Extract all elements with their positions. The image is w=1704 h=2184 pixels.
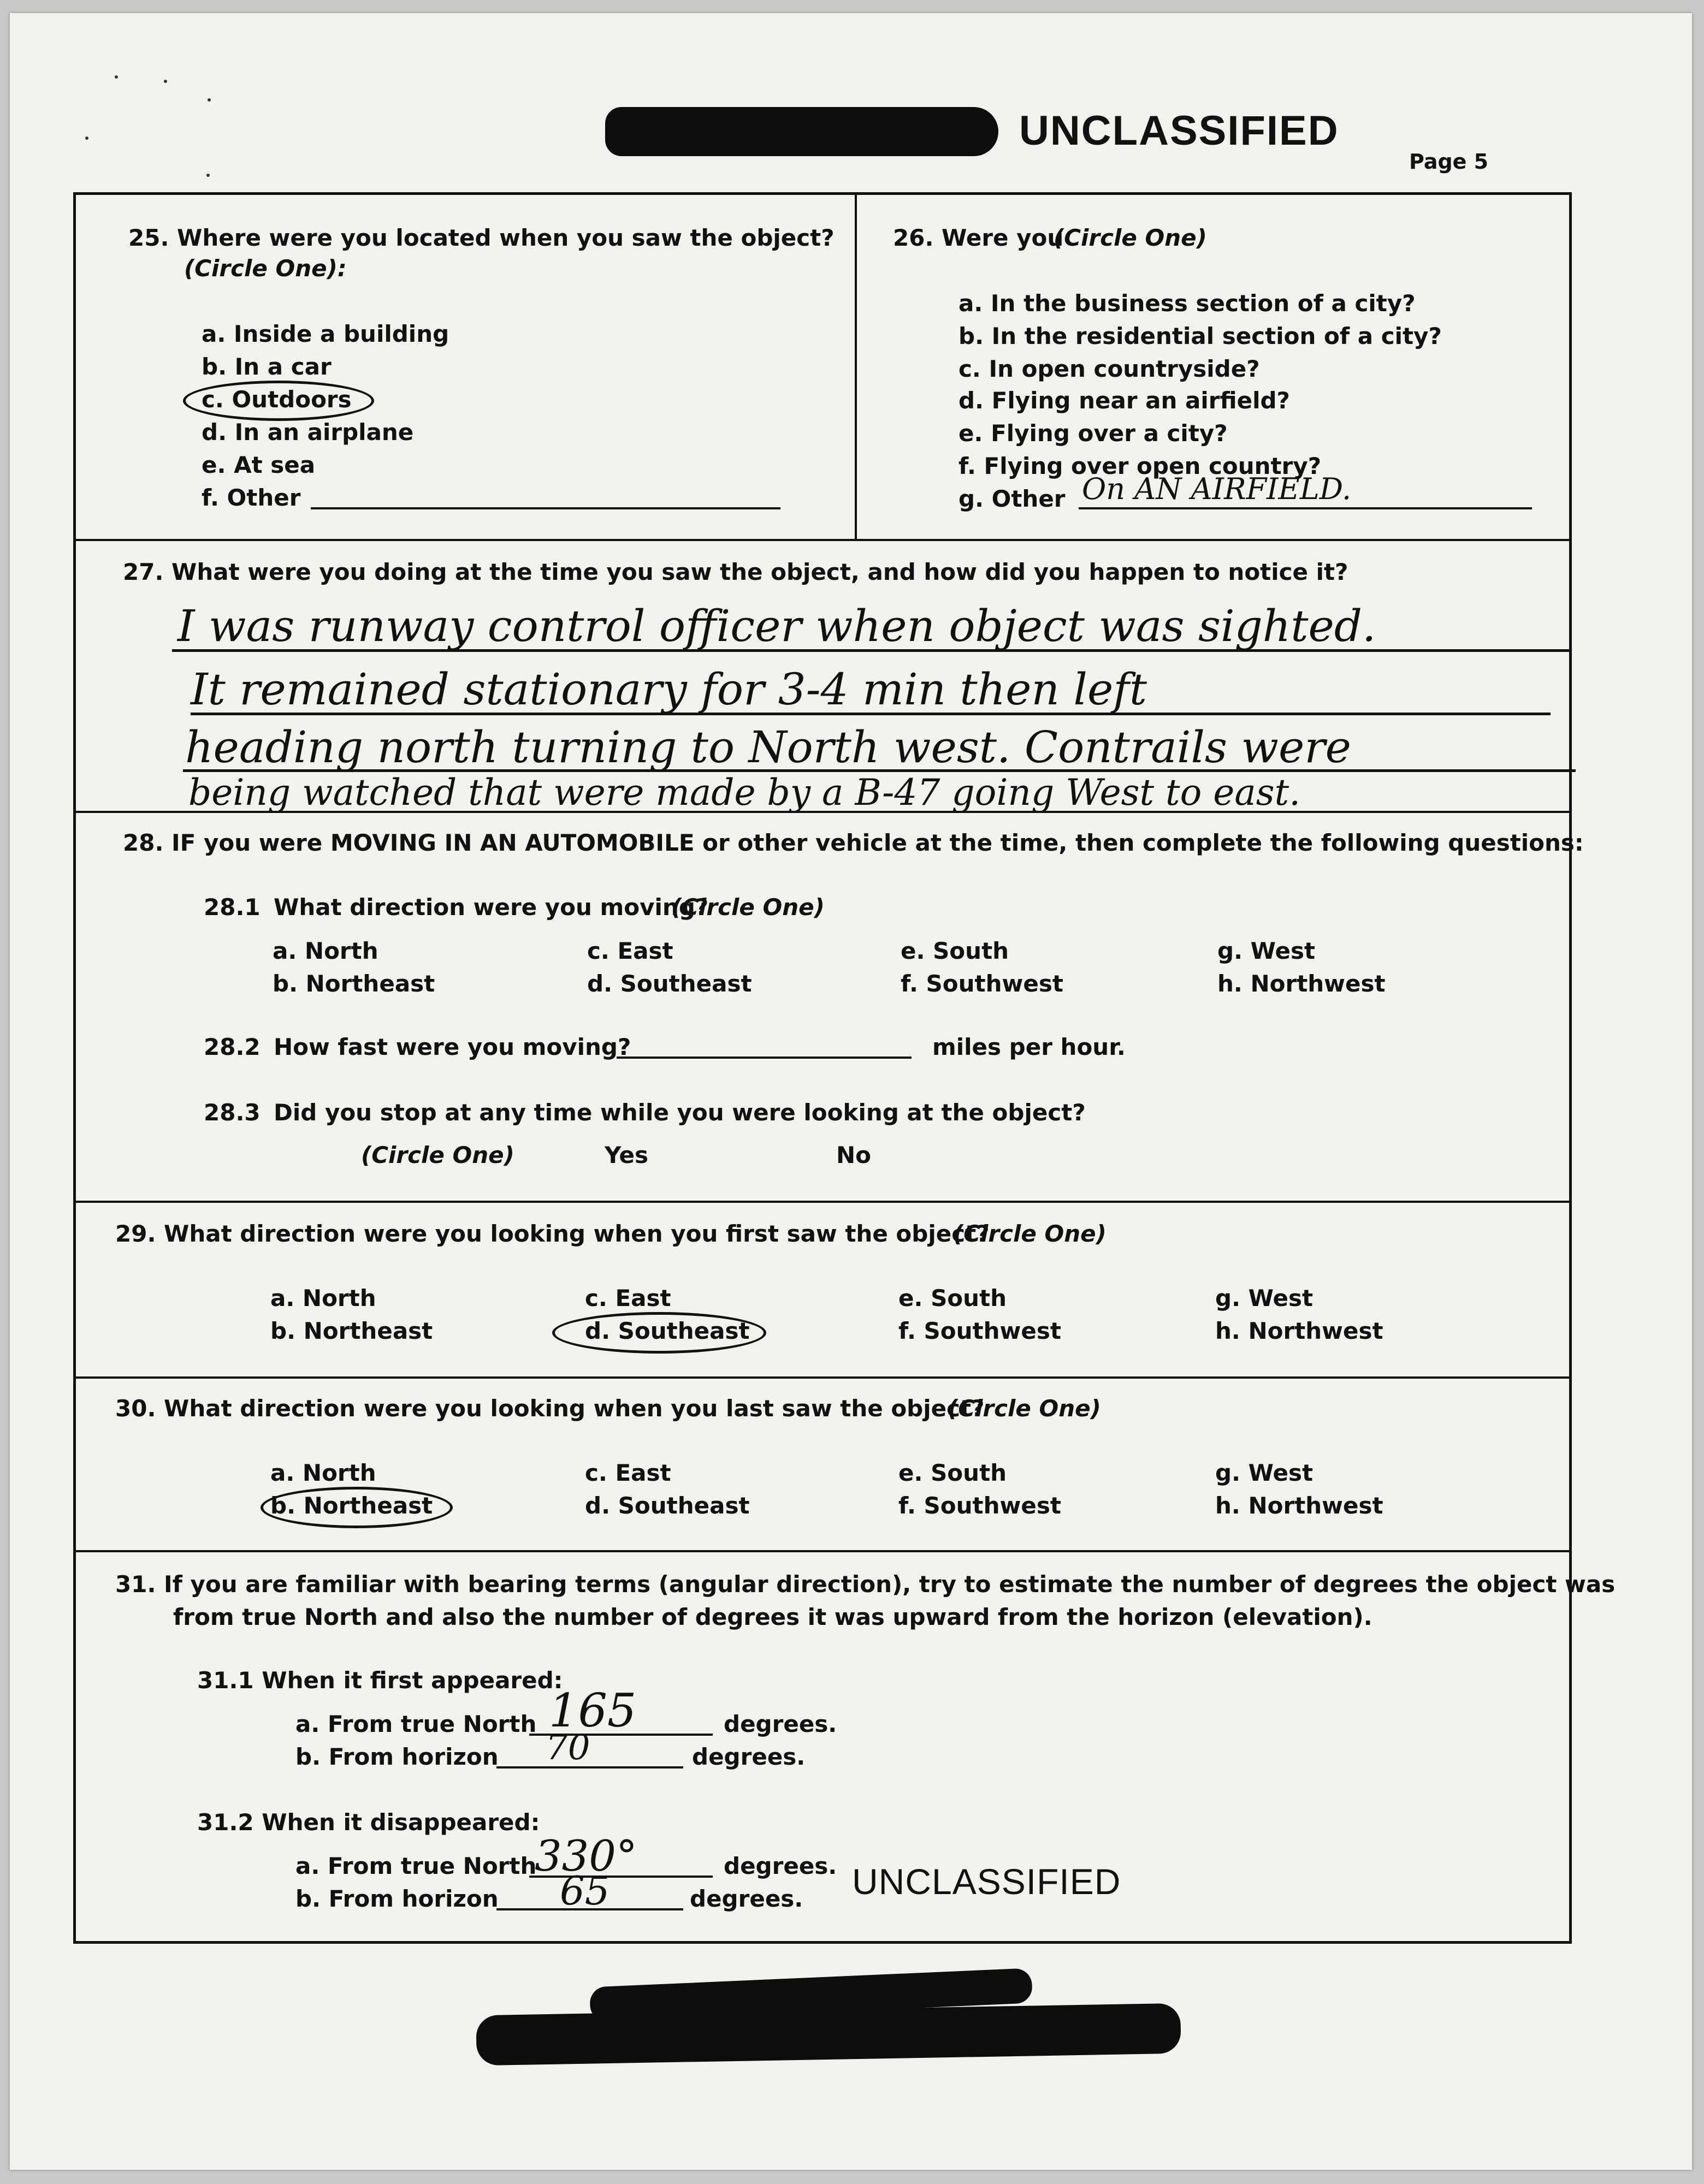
section-divider	[76, 1550, 1569, 1552]
classification-stamp: UNCLASSIFIED	[852, 1861, 1121, 1902]
scan-speck	[85, 136, 88, 140]
q31-1-horizon-value: 70	[546, 1728, 590, 1768]
redaction-bar	[605, 107, 998, 156]
q28-1-option-a[interactable]: a. North	[273, 937, 378, 964]
q26-other-field[interactable]	[1079, 507, 1532, 509]
q28-1-question: What direction were you moving?	[274, 894, 709, 921]
q27-answer-line: heading north turning to North west. Contrails were	[185, 722, 1351, 773]
q31-1-horizon-field[interactable]	[496, 1766, 683, 1768]
q31-1-north-label: a. From true North	[295, 1711, 537, 1737]
q28-1-option-b[interactable]: b. Northeast	[273, 970, 435, 997]
q25-instruction: (Circle One):	[184, 255, 347, 282]
q25-option-a[interactable]: a. Inside a building	[202, 321, 449, 347]
q26-option-e[interactable]: e. Flying over a city?	[958, 420, 1228, 447]
q25-question: 25. Where were you located when you saw the object?	[128, 224, 835, 251]
q30-option-f[interactable]: f. Southwest	[898, 1492, 1061, 1519]
scan-speck	[206, 174, 210, 177]
q30-instruction: (Circle One)	[948, 1395, 1101, 1422]
q29-option-d[interactable]: d. Southeast	[585, 1317, 750, 1344]
q25-other-field[interactable]	[311, 507, 780, 509]
q28-1-number: 28.1	[204, 894, 261, 921]
q31-1-north-value: 165	[549, 1684, 637, 1737]
q30-answer-circle	[261, 1487, 453, 1528]
q27-answer-line: I was runway control officer when object was sighted.	[177, 601, 1376, 651]
q29-option-a[interactable]: a. North	[270, 1285, 376, 1311]
q30-option-g[interactable]: g. West	[1215, 1459, 1313, 1486]
q30-question: 30. What direction were you looking when you last saw the object?	[115, 1395, 985, 1422]
q31-2-north-unit: degrees.	[724, 1853, 837, 1879]
q31-1-horizon-unit: degrees.	[692, 1743, 806, 1770]
q30-option-c[interactable]: c. East	[585, 1459, 671, 1486]
classification-header: UNCLASSIFIED	[1019, 108, 1339, 154]
q28-1-option-h[interactable]: h. Northwest	[1217, 970, 1386, 997]
q26-option-c[interactable]: c. In open countryside?	[958, 355, 1260, 382]
q25-option-f[interactable]: f. Other	[202, 484, 301, 511]
q25-option-d[interactable]: d. In an airplane	[202, 419, 414, 446]
q28-3-number: 28.3	[204, 1099, 261, 1126]
q29-option-e[interactable]: e. South	[898, 1285, 1007, 1311]
column-divider	[855, 195, 857, 540]
q28-2-unit: miles per hour.	[932, 1034, 1126, 1060]
q31-2-north-label: a. From true North	[295, 1853, 537, 1879]
page-number: Page 5	[1409, 150, 1489, 174]
q27-underline	[172, 649, 1570, 652]
q25-option-e[interactable]: e. At sea	[202, 452, 316, 478]
q27-answer-line: It remained stationary for 3-4 min then left	[191, 664, 1147, 715]
q31-1-horizon-label: b. From horizon	[295, 1743, 499, 1770]
q30-option-h[interactable]: h. Northwest	[1215, 1492, 1383, 1519]
section-divider	[76, 1376, 1569, 1379]
q29-option-g[interactable]: g. West	[1215, 1285, 1313, 1311]
q28-1-option-d[interactable]: d. Southeast	[587, 970, 752, 997]
q25-option-c[interactable]: c. Outdoors	[202, 386, 352, 413]
q28-1-option-g[interactable]: g. West	[1217, 937, 1316, 964]
q26-option-b[interactable]: b. In the residential section of a city?	[958, 323, 1442, 349]
q26-option-d[interactable]: d. Flying near an airfield?	[958, 387, 1290, 414]
q28-1-option-e[interactable]: e. South	[901, 937, 1009, 964]
q29-option-h[interactable]: h. Northwest	[1215, 1317, 1383, 1344]
q25-answer-circle	[183, 381, 374, 421]
q30-option-a[interactable]: a. North	[270, 1459, 376, 1486]
q26-question: 26. Were you	[893, 224, 1064, 251]
q31-2-horizon-unit: degrees.	[690, 1885, 803, 1912]
q31-2-north-value: 330°	[535, 1832, 637, 1881]
q31-question-line1: 31. If you are familiar with bearing terms (angular direction), try to estimate the number of degrees the object was	[115, 1571, 1616, 1598]
q26-option-f[interactable]: f. Flying over open country?	[958, 453, 1322, 479]
q31-1-label: 31.1 When it first appeared:	[197, 1667, 563, 1694]
q30-option-b[interactable]: b. Northeast	[270, 1492, 433, 1519]
q29-option-b[interactable]: b. Northeast	[270, 1317, 433, 1344]
q28-1-option-c[interactable]: c. East	[587, 937, 673, 964]
q28-2-question: How fast were you moving?	[274, 1034, 631, 1060]
q26-option-g[interactable]: g. Other	[958, 485, 1066, 512]
q28-question: 28. IF you were MOVING IN AN AUTOMOBILE or other vehicle at the time, then complete the following questions:	[123, 829, 1584, 856]
q29-instruction: (Circle One)	[953, 1220, 1107, 1247]
q28-2-speed-field[interactable]	[617, 1057, 912, 1059]
q31-question-line2: from true North and also the number of degrees it was upward from the horizon (elevation).	[173, 1604, 1372, 1630]
q27-underline	[191, 713, 1551, 715]
q27-answer-line: being watched that were made by a B-47 going West to east.	[188, 771, 1301, 814]
q28-1-option-f[interactable]: f. Southwest	[901, 970, 1063, 997]
scan-speck	[164, 80, 167, 83]
q28-3-no[interactable]: No	[836, 1142, 872, 1168]
section-divider	[76, 1201, 1569, 1203]
q31-2-horizon-value: 65	[560, 1868, 610, 1914]
q30-option-e[interactable]: e. South	[898, 1459, 1007, 1486]
scan-speck	[115, 75, 118, 79]
q27-question: 27. What were you doing at the time you saw the object, and how did you happen to notice it?	[123, 559, 1348, 585]
q28-3-yes[interactable]: Yes	[605, 1142, 649, 1168]
q29-answer-circle	[552, 1312, 766, 1354]
q30-option-d[interactable]: d. Southeast	[585, 1492, 750, 1519]
q28-2-number: 28.2	[204, 1034, 261, 1060]
q29-option-f[interactable]: f. Southwest	[898, 1317, 1061, 1344]
q26-option-a[interactable]: a. In the business section of a city?	[958, 290, 1416, 317]
q25-option-b[interactable]: b. In a car	[202, 353, 332, 380]
q28-3-instruction: (Circle One)	[361, 1142, 514, 1168]
questionnaire-form	[73, 192, 1616, 1944]
q29-option-c[interactable]: c. East	[585, 1285, 671, 1311]
q31-2-horizon-label: b. From horizon	[295, 1885, 499, 1912]
q29-question: 29. What direction were you looking when you first saw the object?	[115, 1220, 990, 1247]
q28-3-question: Did you stop at any time while you were looking at the object?	[274, 1099, 1086, 1126]
q26-instruction: (Circle One)	[1054, 224, 1207, 251]
section-divider	[76, 539, 1569, 541]
q28-1-instruction: (Circle One)	[671, 894, 825, 921]
q31-2-label: 31.2 When it disappeared:	[197, 1809, 540, 1836]
q31-1-north-unit: degrees.	[724, 1711, 837, 1737]
q26-handwritten-answer: On AN AIRFIELD.	[1082, 472, 1352, 506]
scan-speck	[208, 98, 211, 102]
